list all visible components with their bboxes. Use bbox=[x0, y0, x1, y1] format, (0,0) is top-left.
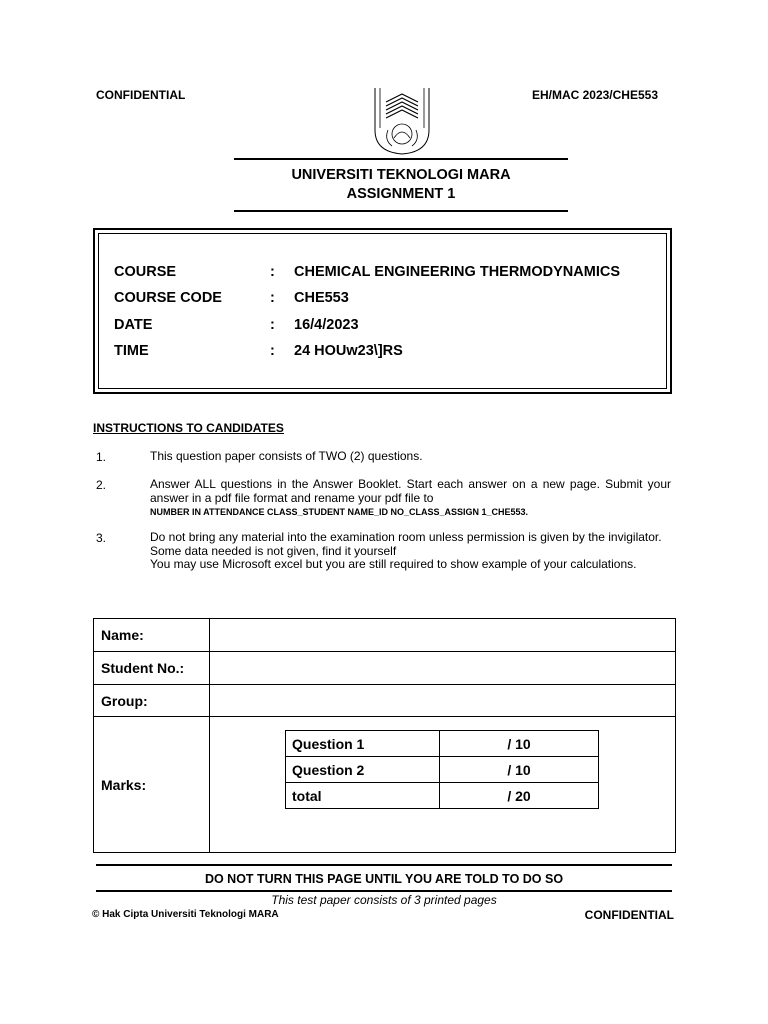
question-1-label: Question 1 bbox=[286, 731, 440, 757]
question-1-score[interactable]: / 10 bbox=[440, 731, 599, 757]
university-name: UNIVERSITI TEKNOLOGI MARA bbox=[291, 167, 511, 183]
file-naming-rule: NUMBER IN ATTENDANCE CLASS_STUDENT NAME_ID NO_CLASS_ASSIGN 1_CHE553. bbox=[150, 507, 529, 517]
instruction-text bbox=[150, 478, 671, 520]
table-row bbox=[286, 731, 599, 757]
time-label: TIME bbox=[114, 343, 149, 359]
table-row bbox=[94, 619, 676, 652]
time-colon: : bbox=[270, 343, 275, 359]
table-row bbox=[94, 652, 676, 685]
footer-confidential: CONFIDENTIAL bbox=[584, 908, 674, 922]
copyright-notice: © Hak Cipta Universiti Teknologi MARA bbox=[92, 909, 279, 920]
date-value: 16/4/2023 bbox=[294, 317, 359, 333]
question-2-label: Question 2 bbox=[286, 757, 440, 783]
instruction-line: Do not bring any material into the examination room unless permission is given by the invigilator. bbox=[150, 530, 662, 544]
student-no-label: Student No.: bbox=[94, 652, 210, 685]
course-code-value: CHE553 bbox=[294, 290, 349, 306]
question-2-score[interactable]: / 10 bbox=[440, 757, 599, 783]
total-score[interactable]: / 20 bbox=[440, 783, 599, 809]
instruction-line: Answer ALL questions in the Answer Booklet. Start each answer on a new page. Submit your answer in a pdf file format and rename your pdf file to bbox=[150, 477, 671, 505]
assignment-title: ASSIGNMENT 1 bbox=[346, 186, 456, 202]
university-crest-icon bbox=[372, 86, 432, 156]
time-value: 24 HOUw23\]RS bbox=[294, 343, 403, 359]
header-confidential: CONFIDENTIAL bbox=[96, 88, 186, 102]
instruction-number: 2. bbox=[96, 478, 107, 492]
course-label: COURSE bbox=[114, 264, 177, 280]
footer-top-rule bbox=[96, 864, 672, 866]
footer-bottom-rule bbox=[96, 890, 672, 892]
date-colon: : bbox=[270, 317, 275, 333]
instruction-number: 1. bbox=[96, 450, 107, 464]
course-code-label: COURSE CODE bbox=[114, 290, 222, 306]
name-field[interactable] bbox=[210, 619, 676, 652]
instruction-text: This question paper consists of TWO (2) questions. bbox=[150, 449, 423, 463]
total-label: total bbox=[286, 783, 440, 809]
course-value: CHEMICAL ENGINEERING THERMODYNAMICS bbox=[294, 264, 620, 280]
date-label: DATE bbox=[114, 317, 153, 333]
page-count-note: This test paper consists of 3 printed pages bbox=[271, 893, 497, 907]
marks-label: Marks: bbox=[94, 717, 210, 853]
footer-warning: DO NOT TURN THIS PAGE UNTIL YOU ARE TOLD TO DO SO bbox=[204, 872, 564, 886]
course-colon: : bbox=[270, 264, 275, 280]
instruction-line: Some data needed is not given, find it yourself bbox=[150, 543, 397, 558]
name-label: Name: bbox=[94, 619, 210, 652]
title-bottom-rule bbox=[234, 210, 568, 212]
instruction-line: You may use Microsoft excel but you are still required to show example of your calculations. bbox=[150, 557, 637, 571]
group-field[interactable] bbox=[210, 685, 676, 717]
marks-table bbox=[285, 730, 599, 809]
instructions-heading: INSTRUCTIONS TO CANDIDATES bbox=[93, 421, 284, 435]
table-row bbox=[94, 685, 676, 717]
instruction-number: 3. bbox=[96, 531, 107, 545]
table-row bbox=[286, 783, 599, 809]
instruction-text bbox=[150, 531, 671, 572]
student-no-field[interactable] bbox=[210, 652, 676, 685]
course-code-colon: : bbox=[270, 290, 275, 306]
header-reference: EH/MAC 2023/CHE553 bbox=[531, 88, 658, 102]
course-info-inner-frame bbox=[98, 233, 667, 389]
table-row bbox=[286, 757, 599, 783]
title-top-rule bbox=[234, 158, 568, 160]
group-label: Group: bbox=[94, 685, 210, 717]
